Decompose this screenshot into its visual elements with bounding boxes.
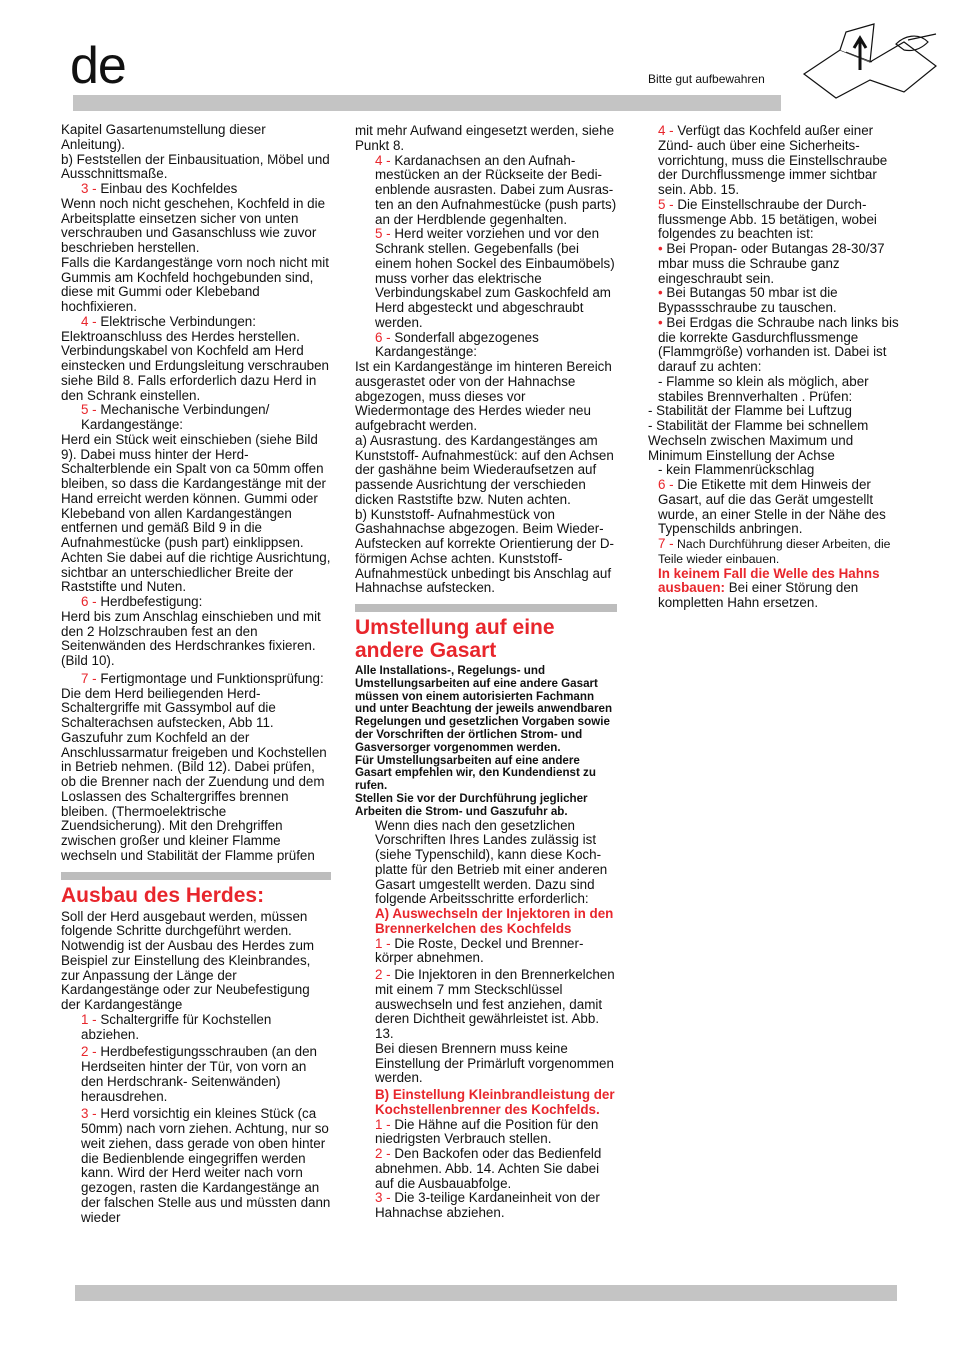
warning-text: Bei einer Störung den kompletten Hahn ersetzen. [658,580,859,610]
bullet-text: Bei Propan- oder Butangas 28-30/37 mbar muss die Schraube ganz eingeschraubt sein. [658,241,885,286]
step-title: Fertigmontage und Funktionsprüfung: [96,670,324,686]
paragraph: Soll der Herd ausgebaut werden, müssen folgende Schritte durchgeführt werden. Notwendig ist der Ausbau des Herdes zum Beispiel zur Einstellung des Kleinbrandes, zur Anpassung der Länge der Kardangestänge oder zur Neubefestigung der Kardangestänge [61,908,315,1012]
paragraph: Bei diesen Brennern muss keine Einstellung der Primärluft vorgenommen werden. [375,1040,614,1086]
step-title: Herdbefestigung: [96,594,203,609]
paragraph: a) Ausrastung. des Kardangestänges am Kunststoff- Aufnahmestück: auf den Achsen der gashähne beim Wiederaufsetzen auf passende Ausrichtung der verschieden dicken Raststifte bzw. Nuten achten. [355,432,614,507]
paragraph: Kapitel Gasartenumstellung dieser Anleitung). [61,122,266,152]
step-heading [61,595,331,610]
book-hand-icon [800,22,940,100]
step-title: Sonderfall abgezogenes Kardangestänge: [375,329,539,360]
subheading-a: A) Auswechseln der Injektoren in den Brennerkelchen des Kochfelds [375,906,614,936]
subheading-b: B) Einstellung Kleinbrandleistung der Kochstellenbrenner des Kochfelds. [375,1087,615,1117]
step-text: Verfügt das Kochfeld außer einer Zünd- auch über eine Sicherheits- vorrichtung, muss die Einstellschraube der Durchflussmenge immer sichtbar sein. Abb. 15. [658,123,888,197]
step-title: Elektrische Verbindungen: [96,313,256,329]
step-text: Die Injektoren in den Brennerkelchen mit einem 7 mm Steckschlüssel auswechseln und fest anziehen, damit deren Dichtheit gewährleistet ist. Abb. 13. [375,967,615,1042]
step-heading [61,403,331,433]
step-number: 4 - [375,152,391,168]
paragraph: Wenn dies nach den gesetzlichen Vorschriften Ihres Landes zulässig ist (siehe Typenschild), kann diese Koch- platte für den Betrieb mit einer anderen Gasart umgestellt werden. Dazu sind folgende Arbeitsschritte erforderlich: [375,817,608,907]
step-text: Herd weiter vorziehen und vor den Schrank stellen. Gegebenfalls (bei einem hohen Sockel des Einbaumöbels) muss vorher das elektrische Verbindungskabel zum Gaskochfeld am Herd abgesteckt und abgeschraubt werden. [375,226,615,330]
step-text: Die Roste, Deckel und Brenner- körper abnehmen. [375,935,584,966]
bullet-item [638,286,904,316]
step-number: 2 - [81,1044,97,1060]
warning-label: In keinem Fall die Welle des Hahns ausbauen: [658,565,880,596]
step-title: Einbau des Kochfeldes [96,181,238,196]
bullet-text: Bei Butangas 50 mbar ist die Bypassschraube zu tauschen. [658,285,838,315]
step-text: Die Einstellschraube der Durch- flussmenge Abb. 15 betätigen, wobei folgendes zu beachten ist: [658,196,877,242]
step-number: 5 - [375,226,391,242]
step-number: 3 - [375,1190,391,1206]
section-heading-umstellung: Umstellung auf eine andere Gasart [355,616,555,662]
step-number: 3 - [81,181,97,196]
paragraph: Wenn noch nicht geschehen, Kochfeld in die Arbeitsplatte einsetzen sicher von unten verschrauben und Gasanschluss wie zuvor beschrieben herstellen. [61,195,326,255]
keep-note: Bitte gut aufbewahren [648,72,765,86]
section-divider [355,604,617,612]
step-text: Die 3-teilige Kardaneinheit von der Hahnachse abziehen. [375,1190,600,1221]
paragraph: Ist ein Kardangestänge im hinteren Bereich ausgerastet oder von der Hahnachse abgezogen, muss dieses vor Wiedermontage des Herdes wieder neu aufgebracht werden. [355,359,612,433]
step-number: 5 - [81,402,97,418]
step-heading [355,331,617,361]
bullet-icon: • [658,285,663,301]
step-number: 6 - [375,329,391,345]
step-item [355,1191,617,1221]
notice-bold: Alle Installations-, Regelungs- und Umstellungsarbeiten auf eine andere Gasart müssen von einem autorisierten Fachmann und unter Beachtung der jeweils anwendbaren Regelungen und gesetzlichen Vorgaben sowie der Vorschriften der örtlichen Strom- und Gasversorger vorgenommen werden. [355,664,613,754]
step-item [638,198,904,242]
notice-bold: Stellen Sie vor der Durchführung jeglicher Arbeiten die Strom- und Gaszufuhr ab. [355,791,588,818]
dash-item: - kein Flammenrückschlag [658,462,815,478]
step-item [61,1013,331,1043]
column-1 [61,123,331,1225]
column-2 [355,124,617,1221]
step-number: 7 - [658,536,674,551]
step-heading [61,315,331,330]
bullet-text: Bei Erdgas die Schraube nach links bis die korrekte Gasdurchflussmenge (Flammgröße) vorhanden ist. Dabei ist darauf zu achten: [658,314,899,374]
paragraph: Falls die Kardangestänge vorn noch nicht mit Gummis am Kochfeld hochgebunden sind, diese mit Gummi oder Klebeband hochfixieren. [61,254,329,314]
step-number: 1 - [375,1116,391,1132]
step-heading [61,672,331,687]
step-item [355,227,617,330]
bullet-icon: • [658,241,663,256]
step-item [638,478,904,537]
bullet-item [638,242,904,286]
step-number: 6 - [81,594,97,609]
paragraph: b) Feststellen der Einbausituation, Möbel und Ausschnittsmaße. [61,151,330,182]
step-item [355,968,617,1042]
step-number: 2 - [375,1146,391,1162]
step-number: 2 - [375,967,391,983]
step-item [61,1107,331,1225]
step-text: Den Backofen oder das Bedienfeld abnehmen. Abb. 14. Achten Sie dabei auf die Ausbauabfolge. [375,1146,602,1191]
dash-item: - Stabilität der Flamme bei schnellem Wechseln zwischen Maximum und Minimum Einstellung der Achse [648,418,869,463]
step-number: 4 - [658,123,674,138]
step-number: 6 - [658,477,674,492]
header-bar [73,95,781,111]
paragraph: Herd bis zum Anschlag einschieben und mit den 2 Holzschrauben fest an den Seitenwänden des Herdschrankes fixieren. (Bild 10). [61,608,321,668]
step-text: Die Etikette mit dem Hinweis der Gasart, auf die das Gerät umgestellt wurde, an einer Stelle in der Nähe des Typenschilds anbringen. [658,477,886,537]
footer-bar [75,1285,897,1301]
step-text: Nach Durchführung dieser Arbeiten, die Teile wieder einbauen. [658,537,891,566]
section-heading-ausbau: Ausbau des Herdes: [61,883,265,907]
step-number: 1 - [81,1011,97,1027]
paragraph: mit mehr Aufwand eingesetzt werden, siehe Punkt 8. [355,123,615,153]
language-code: de [70,37,126,95]
bullet-item [638,316,904,375]
step-number: 1 - [375,935,391,951]
step-heading [61,182,331,197]
step-item [355,937,617,967]
step-text: Herd vorsichtig ein kleines Stück (ca 50mm) nach vorn ziehen. Achtung, nur so weit ziehen, dass gerade von oben hinter die Bedienblende eingegriffen werden kann. Wird der Herd weiter nach vorn gezogen, rasten die Kardangestänge an der falschen Stelle aus und müssten dann wieder [81,1106,331,1225]
section-divider [61,872,331,880]
step-item [638,537,904,567]
paragraph: b) Kunststoff- Aufnahmestück von Gashahnachse abgezogen. Beim Wieder- Aufstecken auf korrekte Orientierung der D- förmigen Achse achten. Kunststoff- Aufnahmestück unbedingt bis Anschlag auf Hahnachse aufstecken. [355,506,615,596]
notice-bold: Für Umstellungsarbeiten auf eine andere Gasart empfehlen wir, den Kundendienst zu rufen. [355,753,596,793]
step-title: Mechanische Verbindungen/ Kardangestänge: [81,402,270,432]
bullet-icon: • [658,314,663,330]
column-3 [638,124,904,611]
step-number: 7 - [81,670,97,686]
dash-item: - Stabilität der Flamme bei Luftzug [648,403,852,419]
step-number: 5 - [658,196,674,212]
warning-item [638,567,904,611]
step-text: Kardanachsen an den Aufnah- mestücken an der Rückseite der Bedi- enblende ausrasten. Dabei zum Ausras- ten an den Aufnahmestücke (push parts) an der Herdblende gegenhalten. [375,152,617,227]
step-item [355,1147,617,1191]
step-number: 3 - [81,1106,97,1122]
step-item [355,1118,617,1148]
step-item [61,1045,331,1104]
step-number: 4 - [81,313,97,329]
dash-item: - Flamme so klein als möglich, aber stabiles Brennverhalten . Prüfen: [658,373,869,404]
step-text: Schaltergriffe für Kochstellen abziehen. [81,1011,272,1042]
paragraph: Herd ein Stück weit einschieben (siehe Bild 9). Dabei muss hinter der Herd- Schalterblende ein Spalt von ca 50mm offen bleiben, so dass die Kardangestänge mit der Hand erreicht werden können. Gummi oder Klebeband von allen Kardangestängen entfernen und gemäß Bild 9 in die Aufnahmestücke (push part) einklippsen. Achten Sie dabei auf die richtige Ausrichtung, sichtbar an unterschiedlicher Breite der Raststifte und Nuten. [61,431,331,595]
step-item [355,154,617,228]
step-item [638,124,904,198]
step-text: Die Hähne auf die Position für den niedrigsten Verbrauch stellen. [375,1116,599,1147]
paragraph: Elektroanschluss des Herdes herstellen. Verbindungskabel von Kochfeld am Herd einstecken und Erdungsleitung verschrauben siehe Bild 8. Falls erforderlich dazu Herd in den Schrank einstellen. [61,328,329,403]
step-text: Herdbefestigungsschrauben (an den Herdseiten hinter der Tür, von vorn an den Herdschrank- Seitenwänden) herausdrehen. [81,1044,317,1104]
paragraph: Die dem Herd beiliegenden Herd- Schaltergriffe mit Gassymbol auf die Schalterachsen aufstecken, Abb 11. Gaszufuhr zum Kochfeld an der Anschlussarmatur freigeben und Kochstellen in Betrieb nehmen. (Bild 12). Dabei prüfen, ob die Brenner nach der Zuendung und dem Loslassen des Schaltergriffes brennen bleiben. (Thermoelektrische Zuendsicherung). Mit den Drehgriffen zwischen großer und kleiner Flamme wechseln und Stabilität der Flamme prüfen [61,685,327,863]
